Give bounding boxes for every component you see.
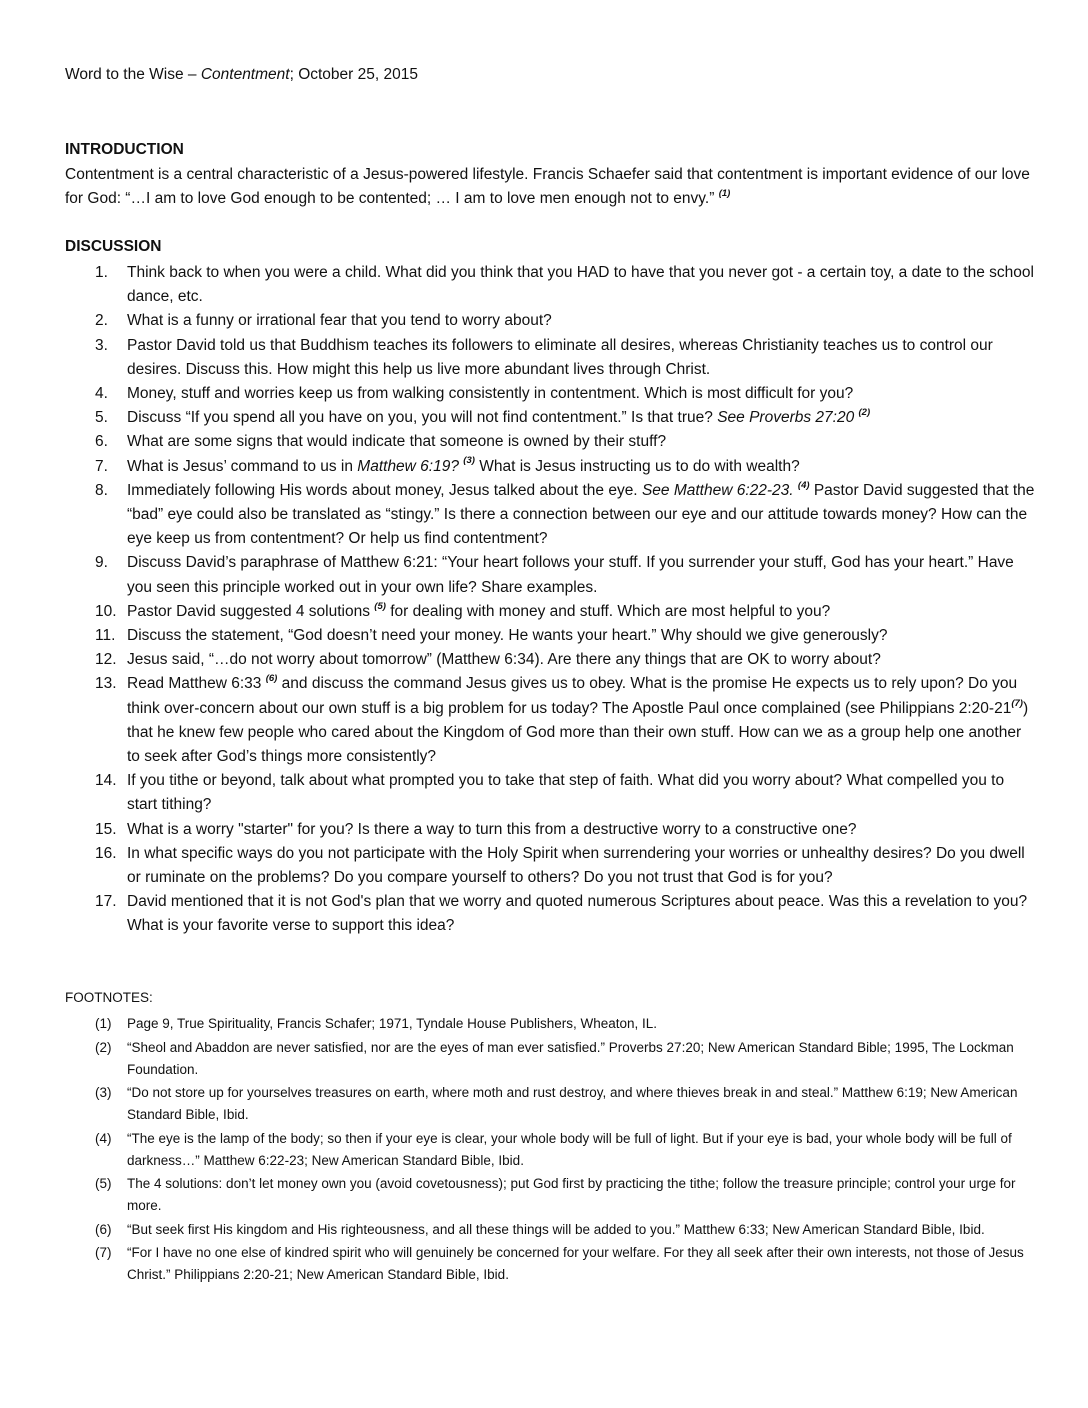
discussion-item — [65, 309, 1035, 333]
item-text: Pastor David told us that Buddhism teaches its followers to eliminate all desires, whereas Christianity teaches us to control our desires. Discuss this. How might this help us live more abundant lives through Christ. — [127, 336, 993, 378]
footnote-number: (7) — [95, 1245, 112, 1260]
discussion-item — [65, 672, 1035, 769]
item-number: 12. — [95, 651, 117, 669]
footnote-text: “Sheol and Abaddon are never satisfied, nor are the eyes of man ever satisfied.” Proverbs 27:20; New American Standard Bible; 1995, The Lockman Foundation. — [127, 1039, 1014, 1077]
footnote-number: (4) — [95, 1130, 112, 1146]
item-ref: (5) — [374, 600, 386, 612]
footnote-number: (3) — [95, 1085, 112, 1100]
item-ref-2: (7) — [1011, 697, 1023, 709]
footnote-number: (6) — [95, 1221, 112, 1237]
discussion-item — [65, 624, 1035, 648]
footnote-text: “The eye is the lamp of the body; so then if your eye is clear, your whole body will be full of light. But if your eye is bad, your whole body will be full of darkness…” Matthew 6:22-23; New American Standard Bible, Ibid. — [127, 1130, 1012, 1168]
discussion-item — [65, 769, 1035, 817]
discussion-item — [65, 648, 1035, 672]
item-text: David mentioned that it is not God's plan that we worry and quoted numerous Scriptures about peace. Was this a revelation to you? What is your favorite verse to support this idea? — [127, 893, 1028, 935]
item-text: Discuss “If you spend all you have on you, you will not find contentment.” Is that true? — [127, 409, 713, 427]
item-text: What is a worry "starter" for you? Is there a way to turn this from a destructive worry to a constructive one? — [127, 820, 857, 838]
footnote-item — [65, 1173, 1035, 1217]
item-number: 5. — [95, 409, 108, 427]
item-ref: (2) — [858, 407, 871, 419]
discussion-item — [65, 842, 1035, 890]
item-italic: Matthew 6:19? — [357, 457, 459, 475]
discussion-item — [65, 382, 1035, 406]
item-ref: (4) — [797, 479, 810, 491]
discussion-item — [65, 551, 1035, 599]
footnote-text: The 4 solutions: don’t let money own you (avoid covetousness); put God first by practicing the tithe; follow the treasure principle; control your urge for more. — [127, 1176, 1016, 1213]
footnotes-list — [65, 1013, 1035, 1288]
item-text: Discuss the statement, “God doesn’t need your money. He wants your heart.” Why should we give generously? — [127, 627, 888, 645]
footnote-number: (2) — [95, 1039, 112, 1055]
item-italic: See Matthew 6:22-23. — [641, 481, 794, 499]
item-number: 11. — [95, 627, 116, 645]
footnote-item — [65, 1242, 1035, 1286]
item-text-continued: Pastor David suggested that the “bad” eye could also be translated as “stingy.” Is there a connection between our eye and our attitude towards money? How can the eye keep us from contentment? Or help us find contentment? — [127, 481, 1035, 548]
item-text: Pastor David suggested 4 solutions — [127, 602, 370, 620]
item-text: If you tithe or beyond, talk about what prompted you to take that step of faith. What did you worry about? What compelled you to start tithing? — [127, 772, 1005, 814]
discussion-item — [65, 455, 1035, 479]
discussion-item — [65, 890, 1035, 938]
item-number: 17. — [95, 893, 117, 911]
discussion-item — [65, 406, 1035, 430]
item-text: What are some signs that would indicate that someone is owned by their stuff? — [127, 433, 667, 451]
discussion-item — [65, 818, 1035, 842]
footnote-text: “But seek first His kingdom and His righteousness, and all these things will be added to you.” Matthew 6:33; New American Standard Bible, Ibid. — [127, 1221, 985, 1237]
footnote-item — [65, 1013, 1035, 1035]
footnote-number: (1) — [95, 1016, 112, 1031]
footnote-item — [65, 1128, 1035, 1172]
discussion-item — [65, 334, 1035, 382]
item-text: Immediately following His words about money, Jesus talked about the eye. — [127, 481, 638, 499]
footnote-item — [65, 1037, 1035, 1081]
item-number: 13. — [95, 675, 117, 693]
item-number: 15. — [95, 820, 117, 838]
introduction-text: Contentment is a central characteristic of a Jesus-powered lifestyle. Francis Schaefer said that contentment is important evidence of our love for God: “…I am to love God enough to be contented; … I am to love men enough not to envy.” — [65, 166, 1030, 207]
introduction-paragraph — [65, 163, 1035, 211]
document-title — [65, 66, 418, 84]
footnotes-heading: FOOTNOTES: — [65, 990, 153, 1005]
item-text: What is Jesus’ command to us in — [127, 457, 353, 475]
item-text: Discuss David’s paraphrase of Matthew 6:21: “Your heart follows your stuff. If you surrender your stuff, God has your heart.” Have you seen this principle worked out in your own life? Share examples. — [127, 554, 1014, 596]
item-text-continued: and discuss the command Jesus gives us to obey. What is the promise He expects us to rely upon? Do you think over-concern about our own stuff is a big problem for us today? The Apostle Paul once complained (see Philippians 2:20-21 — [127, 675, 1018, 717]
item-text-continued: for dealing with money and stuff. Which are most helpful to you? — [390, 602, 831, 620]
item-ref: (6) — [265, 673, 278, 685]
item-text: What is a funny or irrational fear that you tend to worry about? — [127, 312, 552, 330]
footnote-item — [65, 1219, 1035, 1241]
item-text: Think back to when you were a child. What did you think that you HAD to have that you never got - a certain toy, a date to the school dance, etc. — [127, 264, 1034, 306]
introduction-heading: INTRODUCTION — [65, 141, 184, 158]
item-number: 2. — [95, 312, 108, 330]
item-number: 3. — [95, 336, 108, 354]
item-text-continued: What is Jesus instructing us to do with wealth? — [479, 457, 800, 475]
discussion-item — [65, 479, 1035, 552]
item-number: 16. — [95, 844, 117, 862]
item-number: 9. — [95, 554, 108, 572]
item-number: 10. — [95, 602, 117, 620]
item-number: 4. — [95, 385, 108, 403]
item-text-end: ) that he knew few people who cared about the Kingdom of God more than their own stuff. How can we as a group help one another to seek after God’s things more consistently? — [127, 699, 1029, 766]
item-text: Jesus said, “…do not worry about tomorrow” (Matthew 6:34). Are there any things that are OK to worry about? — [127, 651, 881, 669]
title-prefix: Word to the Wise – — [65, 66, 201, 83]
discussion-item — [65, 600, 1035, 624]
discussion-list — [65, 261, 1035, 939]
item-number: 6. — [95, 433, 108, 451]
item-number: 14. — [95, 772, 117, 790]
item-number: 1. — [95, 264, 108, 281]
footnote-text: Page 9, True Spirituality, Francis Schafer; 1971, Tyndale House Publishers, Wheaton, IL. — [127, 1016, 658, 1031]
footnote-number: (5) — [95, 1176, 112, 1191]
discussion-item — [65, 430, 1035, 454]
item-number: 8. — [95, 481, 108, 499]
discussion-heading: DISCUSSION — [65, 238, 162, 255]
title-topic: Contentment — [200, 66, 290, 83]
item-italic: See Proverbs 27:20 — [717, 409, 855, 427]
item-ref: (3) — [463, 455, 475, 467]
title-suffix: ; October 25, 2015 — [289, 66, 418, 83]
item-text: Money, stuff and worries keep us from walking consistently in contentment. Which is most difficult for you? — [127, 385, 854, 403]
discussion-item — [65, 261, 1035, 309]
item-text: Read Matthew 6:33 — [127, 675, 262, 693]
item-number: 7. — [95, 457, 108, 475]
item-text: In what specific ways do you not participate with the Holy Spirit when surrendering your worries or unhealthy desires? Do you dwell or ruminate on the problems? Do you compare yourself to others? Do you not trust that God is for you? — [127, 844, 1025, 887]
introduction-ref: (1) — [718, 187, 731, 199]
footnote-text: “For I have no one else of kindred spirit who will genuinely be concerned for your welfare. For they all seek after their own interests, not those of Jesus Christ.” Philippians 2:20-21; New American Standard Bible, Ibid. — [127, 1245, 1024, 1282]
footnote-text: “Do not store up for yourselves treasures on earth, where moth and rust destroy, and where thieves break in and steal.” Matthew 6:19; New American Standard Bible, Ibid. — [127, 1085, 1018, 1122]
footnote-item — [65, 1082, 1035, 1126]
